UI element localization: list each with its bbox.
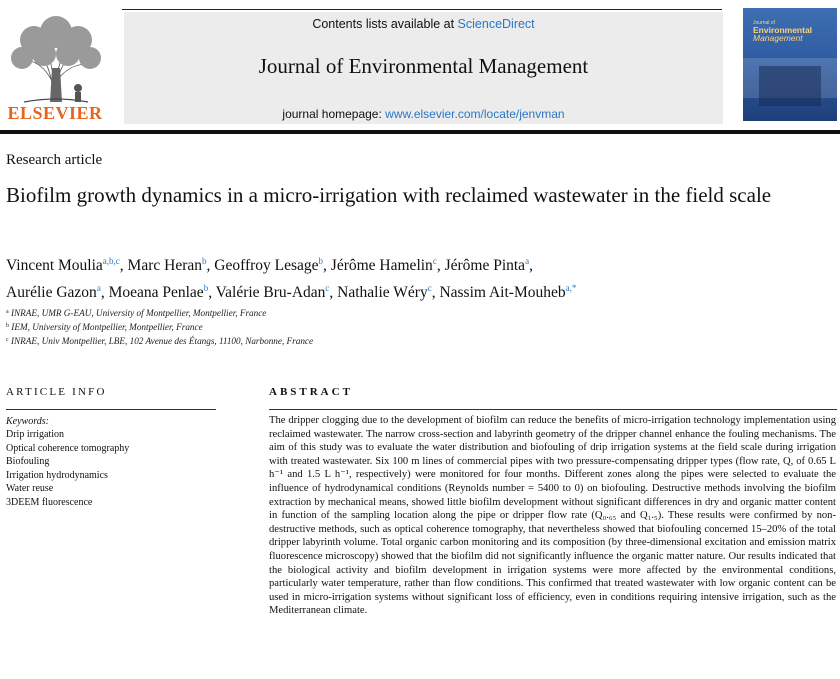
article-info-heading: ARTICLE INFO bbox=[6, 386, 107, 398]
journal-title: Journal of Environmental Management bbox=[258, 54, 589, 78]
homepage-prefix: journal homepage: bbox=[282, 107, 386, 121]
author-name[interactable]: Marc Heran bbox=[127, 257, 202, 274]
article-info-rule bbox=[6, 409, 216, 410]
affiliation-mark: b bbox=[6, 323, 9, 329]
affiliation-mark: a bbox=[6, 309, 9, 315]
keywords-label: Keywords: bbox=[6, 416, 49, 427]
contents-line bbox=[124, 17, 723, 31]
affiliation-item bbox=[6, 320, 836, 334]
author-affiliation-mark[interactable]: b bbox=[202, 256, 207, 266]
affiliation-item bbox=[6, 334, 836, 348]
author-separator: , bbox=[206, 257, 215, 274]
cover-title-line2: Management bbox=[753, 33, 803, 43]
author-affiliation-mark[interactable]: a,* bbox=[565, 283, 577, 293]
affiliation-text: IEM, University of Montpellier, Montpellier, France bbox=[9, 322, 203, 332]
article-title: Biofilm growth dynamics in a micro-irrigation with reclaimed wastewater in the field scale bbox=[6, 183, 772, 207]
author-affiliation-mark[interactable]: b bbox=[318, 256, 324, 266]
abstract-rule bbox=[269, 409, 837, 410]
contents-prefix: Contents lists available at bbox=[312, 17, 458, 31]
author-name[interactable]: Moeana Penlae bbox=[108, 284, 204, 301]
affiliation-mark: c bbox=[6, 337, 9, 343]
author-separator: , bbox=[529, 257, 533, 274]
keyword-item[interactable]: Irrigation hydrodynamics bbox=[6, 469, 108, 481]
journal-cover[interactable] bbox=[743, 8, 837, 121]
abstract-heading: ABSTRACT bbox=[269, 386, 353, 398]
header-divider bbox=[0, 130, 840, 134]
author-separator: , bbox=[436, 257, 445, 274]
cover-image bbox=[759, 66, 821, 106]
author-separator: , bbox=[208, 284, 216, 301]
author-affiliation-mark[interactable]: b bbox=[203, 283, 209, 293]
keywords-list bbox=[6, 428, 129, 509]
author-separator: , bbox=[329, 284, 338, 301]
author-affiliation-mark[interactable]: a,b,c bbox=[102, 256, 120, 266]
top-rule bbox=[122, 9, 722, 10]
keyword-item[interactable]: Biofouling bbox=[6, 456, 50, 467]
author-separator: , bbox=[119, 257, 128, 274]
author-name[interactable]: Nathalie Wéry bbox=[337, 284, 428, 301]
author-affiliation-mark[interactable]: c bbox=[325, 283, 330, 293]
journal-header bbox=[124, 12, 723, 124]
sciencedirect-link[interactable]: ScienceDirect bbox=[457, 17, 535, 31]
author-name[interactable]: Nassim Ait-Mouheb bbox=[439, 284, 566, 301]
affiliation-item bbox=[6, 306, 836, 320]
cover-title bbox=[753, 26, 812, 42]
affiliation-text: INRAE, Univ Montpellier, LBE, 102 Avenue des Étangs, 11100, Narbonne, France bbox=[8, 336, 314, 346]
author-separator: , bbox=[431, 284, 440, 301]
author-list bbox=[6, 250, 836, 304]
keyword-item[interactable]: Water reuse bbox=[6, 483, 54, 494]
affiliation-text: INRAE, UMR G-EAU, University of Montpellier, Montpellier, France bbox=[8, 308, 267, 318]
author-affiliation-mark[interactable]: c bbox=[432, 256, 437, 266]
author-affiliation-mark[interactable]: a bbox=[96, 283, 101, 293]
cover-title-line1: Environmental bbox=[753, 25, 813, 35]
cover-small-text: Journal of bbox=[753, 20, 775, 26]
keyword-item[interactable]: Optical coherence tomography bbox=[6, 442, 130, 454]
affiliation-list bbox=[6, 306, 836, 348]
author-name[interactable]: Vincent Moulia bbox=[6, 257, 103, 274]
author-separator: , bbox=[100, 284, 109, 301]
author-affiliation-mark[interactable]: c bbox=[427, 283, 432, 293]
homepage-link[interactable]: www.elsevier.com/locate/jenvman bbox=[385, 107, 565, 121]
article-type: Research article bbox=[6, 152, 103, 168]
homepage-line bbox=[124, 107, 723, 121]
publisher-name[interactable]: ELSEVIER bbox=[7, 103, 103, 123]
keyword-item[interactable]: Drip irrigation bbox=[6, 429, 65, 440]
author-name[interactable]: Jérôme Pinta bbox=[444, 257, 526, 274]
author-name[interactable]: Jérôme Hamelin bbox=[330, 257, 433, 274]
author-affiliation-mark[interactable]: a bbox=[525, 256, 530, 266]
author-name[interactable]: Valérie Bru-Adan bbox=[215, 284, 326, 301]
keyword-item[interactable]: 3DEEM fluorescence bbox=[6, 496, 93, 508]
author-name[interactable]: Geoffroy Lesage bbox=[214, 257, 319, 274]
author-name[interactable]: Aurélie Gazon bbox=[6, 284, 97, 301]
abstract-text: The dripper clogging due to the development of biofilm can reduce the benefits of micro-irrigation technology implementation using reclaimed wastewater. The narrow cross-section and labyrinth geometry of the dripper channel enhance the fouling mechanisms. The aim of this study was to evaluate the water distribution and biofouling of drip irrigation systems at the field scale during irrigation with treated wastewater. Six 100 m lines of commercial pipes with two pressure-compensating dripper types (flow rate, Q, of 0.65 L h⁻¹ and 1.5 L h⁻¹, respectively) were monitored for four months. Different zones along the pipes were selected to evaluate the influence of hydrodynamical conditions (Reynolds number = 5400 to 0) on biofouling. Destructive methods involving the biofilm extraction by mechanical means, showed little biofilm development without significant differences in dry and organic matter content in function of the sampling location along the pipe or dripper flow rate (Q₀.₆₅ and Q₁.₅). These results were confirmed by non-destructive methods, such as optical coherence tomography, that nevertheless showed that biofouling concerned 15–20% of the total dripper labyrinth volume. Total organic carbon monitoring and its composition (by three-dimensional excitation and emission matrix fluorescence microscopy) showed that the biofilm did not significantly influence the organic matter nature. Our results indicated that the biological activity and biofilm development in irrigation systems were more affected by the environmental conditions, particularly water temperature, rather than flow conditions. This confirmed that treated wastewater with low organic content can be used in micro-irrigation systems without significant loss of efficiency, even in conditions requiring intensive irrigation, such as the Mediterranean climate. bbox=[269, 415, 836, 617]
author-separator: , bbox=[323, 257, 331, 274]
